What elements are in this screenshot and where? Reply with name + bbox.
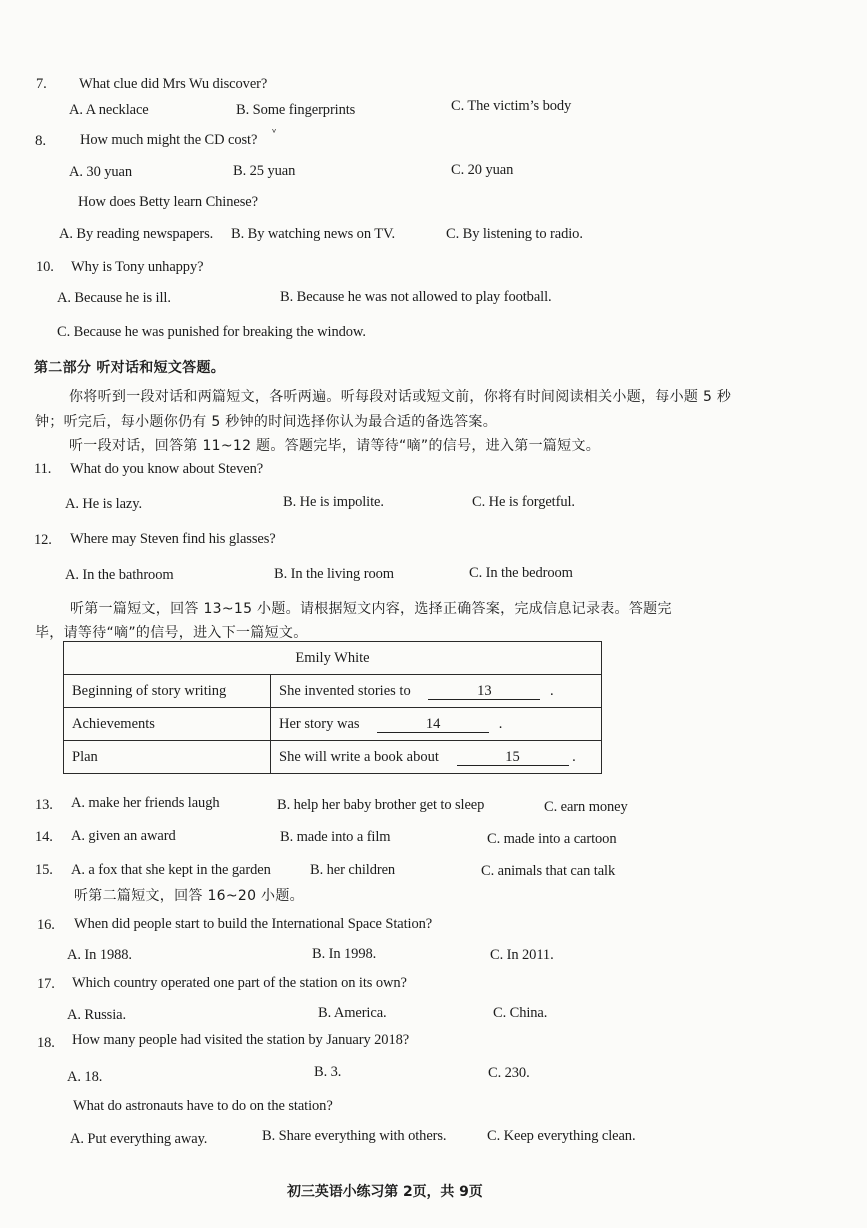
row-end: . [498, 715, 503, 732]
option-a: A. A necklace [69, 102, 149, 118]
question-number: 12. [34, 532, 52, 548]
option-c: C. In the bedroom [469, 565, 573, 581]
option-a: A. In the bathroom [65, 567, 174, 583]
option-b: B. Because he was not allowed to play football. [280, 289, 552, 305]
answer-blank-13[interactable]: 13 [428, 684, 540, 700]
option-b: B. By watching news on TV. [231, 226, 396, 242]
question-number: 17. [37, 976, 55, 992]
question-text: How does Betty learn Chinese? [78, 194, 258, 210]
row-text: She invented stories to [279, 682, 411, 699]
question-text: How many people had visited the station by January 2018? [72, 1032, 410, 1048]
option-a: A. Put everything away. [70, 1131, 208, 1147]
option-a: A. 18. [67, 1069, 103, 1085]
option-b: B. 25 yuan [233, 163, 296, 179]
option-c: C. By listening to radio. [446, 226, 583, 242]
row-label: Achievements [64, 708, 271, 741]
question-text: How much might the CD cost? [80, 132, 258, 148]
question-number: 16. [37, 917, 55, 933]
answer-blank-15[interactable]: 15 [457, 750, 569, 766]
answer-blank-14[interactable]: 14 [377, 717, 489, 733]
row-end: . [572, 748, 576, 765]
option-c: C. 20 yuan [451, 162, 514, 178]
option-a: A. He is lazy. [65, 496, 142, 512]
question-text: What clue did Mrs Wu discover? [79, 76, 268, 92]
option-c: C. The victim’s body [451, 98, 572, 114]
instructions: 听一段对话，回答第 11~12 题。答题完毕，请等待“嘀”的信号，进入第一篇短文。 [69, 438, 601, 454]
question-text: Why is Tony unhappy? [71, 259, 204, 275]
option-b: B. He is impolite. [283, 494, 384, 510]
row-content [271, 741, 602, 774]
question-number: 18. [37, 1035, 55, 1051]
option-b: B. Some fingerprints [236, 102, 356, 118]
option-b: B. In the living room [274, 566, 394, 582]
option-c: C. Keep everything clean. [487, 1128, 636, 1144]
option-b: B. In 1998. [312, 946, 377, 962]
row-label: Beginning of story writing [64, 675, 271, 708]
row-text: She will write a book about [279, 748, 439, 765]
row-end: . [549, 682, 554, 699]
table-title: Emily White [64, 642, 602, 675]
question-number: 14. [35, 829, 53, 845]
option-a: A. Russia. [67, 1007, 127, 1023]
option-a: A. In 1988. [67, 947, 132, 963]
option-c: C. China. [493, 1005, 548, 1021]
page-footer: 初三英语小练习第 2页，共 9页 [287, 1184, 483, 1200]
table-row [64, 708, 602, 741]
option-b: B. help her baby brother get to sleep [277, 797, 485, 813]
row-content [271, 675, 602, 708]
option-b: B. America. [318, 1005, 387, 1021]
question-number: 15. [35, 862, 53, 878]
row-text: Her story was [279, 715, 360, 732]
question-text: What do astronauts have to do on the station? [73, 1098, 333, 1114]
instructions: 钟；听完后，每小题你仍有 5 秒钟的时间选择你认为最合适的备选答案。 [35, 414, 498, 430]
question-text: What do you know about Steven? [70, 461, 264, 477]
option-c: C. 230. [488, 1065, 530, 1081]
question-number: 10. [36, 259, 54, 275]
question-number: 8. [35, 133, 47, 149]
question-text: Which country operated one part of the station on its own? [72, 975, 407, 991]
option-a: A. 30 yuan [69, 164, 133, 180]
option-b: B. her children [310, 862, 396, 878]
instructions: 你将听到一段对话和两篇短文，各听两遍。听每段对话或短文前，你将有时间阅读相关小题，每小题 5 秒 [69, 389, 732, 405]
option-c: C. made into a cartoon [487, 831, 617, 847]
instructions: 毕，请等待“嘀”的信号，进入下一篇短文。 [35, 625, 308, 641]
option-c: C. In 2011. [490, 947, 554, 963]
section-heading: 第二部分 听对话和短文答题。 [34, 360, 226, 376]
option-c: C. He is forgetful. [472, 494, 575, 510]
option-b: B. 3. [314, 1064, 342, 1080]
question-text: When did people start to build the International Space Station? [74, 916, 433, 932]
table-row [64, 675, 602, 708]
option-b: B. made into a film [280, 829, 391, 845]
row-label: Plan [64, 741, 271, 774]
instructions: 听第二篇短文，回答 16~20 小题。 [74, 888, 304, 904]
info-record-table [63, 641, 602, 774]
option-c: C. animals that can talk [481, 863, 616, 879]
option-a: A. Because he is ill. [57, 290, 171, 306]
option-a: A. given an award [71, 828, 176, 844]
option-a: A. make her friends laugh [71, 795, 220, 811]
option-c: C. Because he was punished for breaking the window. [57, 324, 366, 340]
row-content [271, 708, 602, 741]
question-number: 11. [34, 461, 52, 477]
table-row [64, 741, 602, 774]
handwritten-mark: ᵛ [272, 126, 277, 139]
instructions: 听第一篇短文，回答 13~15 小题。请根据短文内容，选择正确答案，完成信息记录表。答题完 [70, 601, 672, 617]
option-c: C. earn money [544, 799, 628, 815]
option-a: A. By reading newspapers. [59, 226, 214, 242]
option-b: B. Share everything with others. [262, 1128, 447, 1144]
question-number: 13. [35, 797, 53, 813]
question-number: 7. [36, 76, 47, 92]
question-text: Where may Steven find his glasses? [70, 531, 276, 547]
option-a: A. a fox that she kept in the garden [71, 862, 271, 878]
